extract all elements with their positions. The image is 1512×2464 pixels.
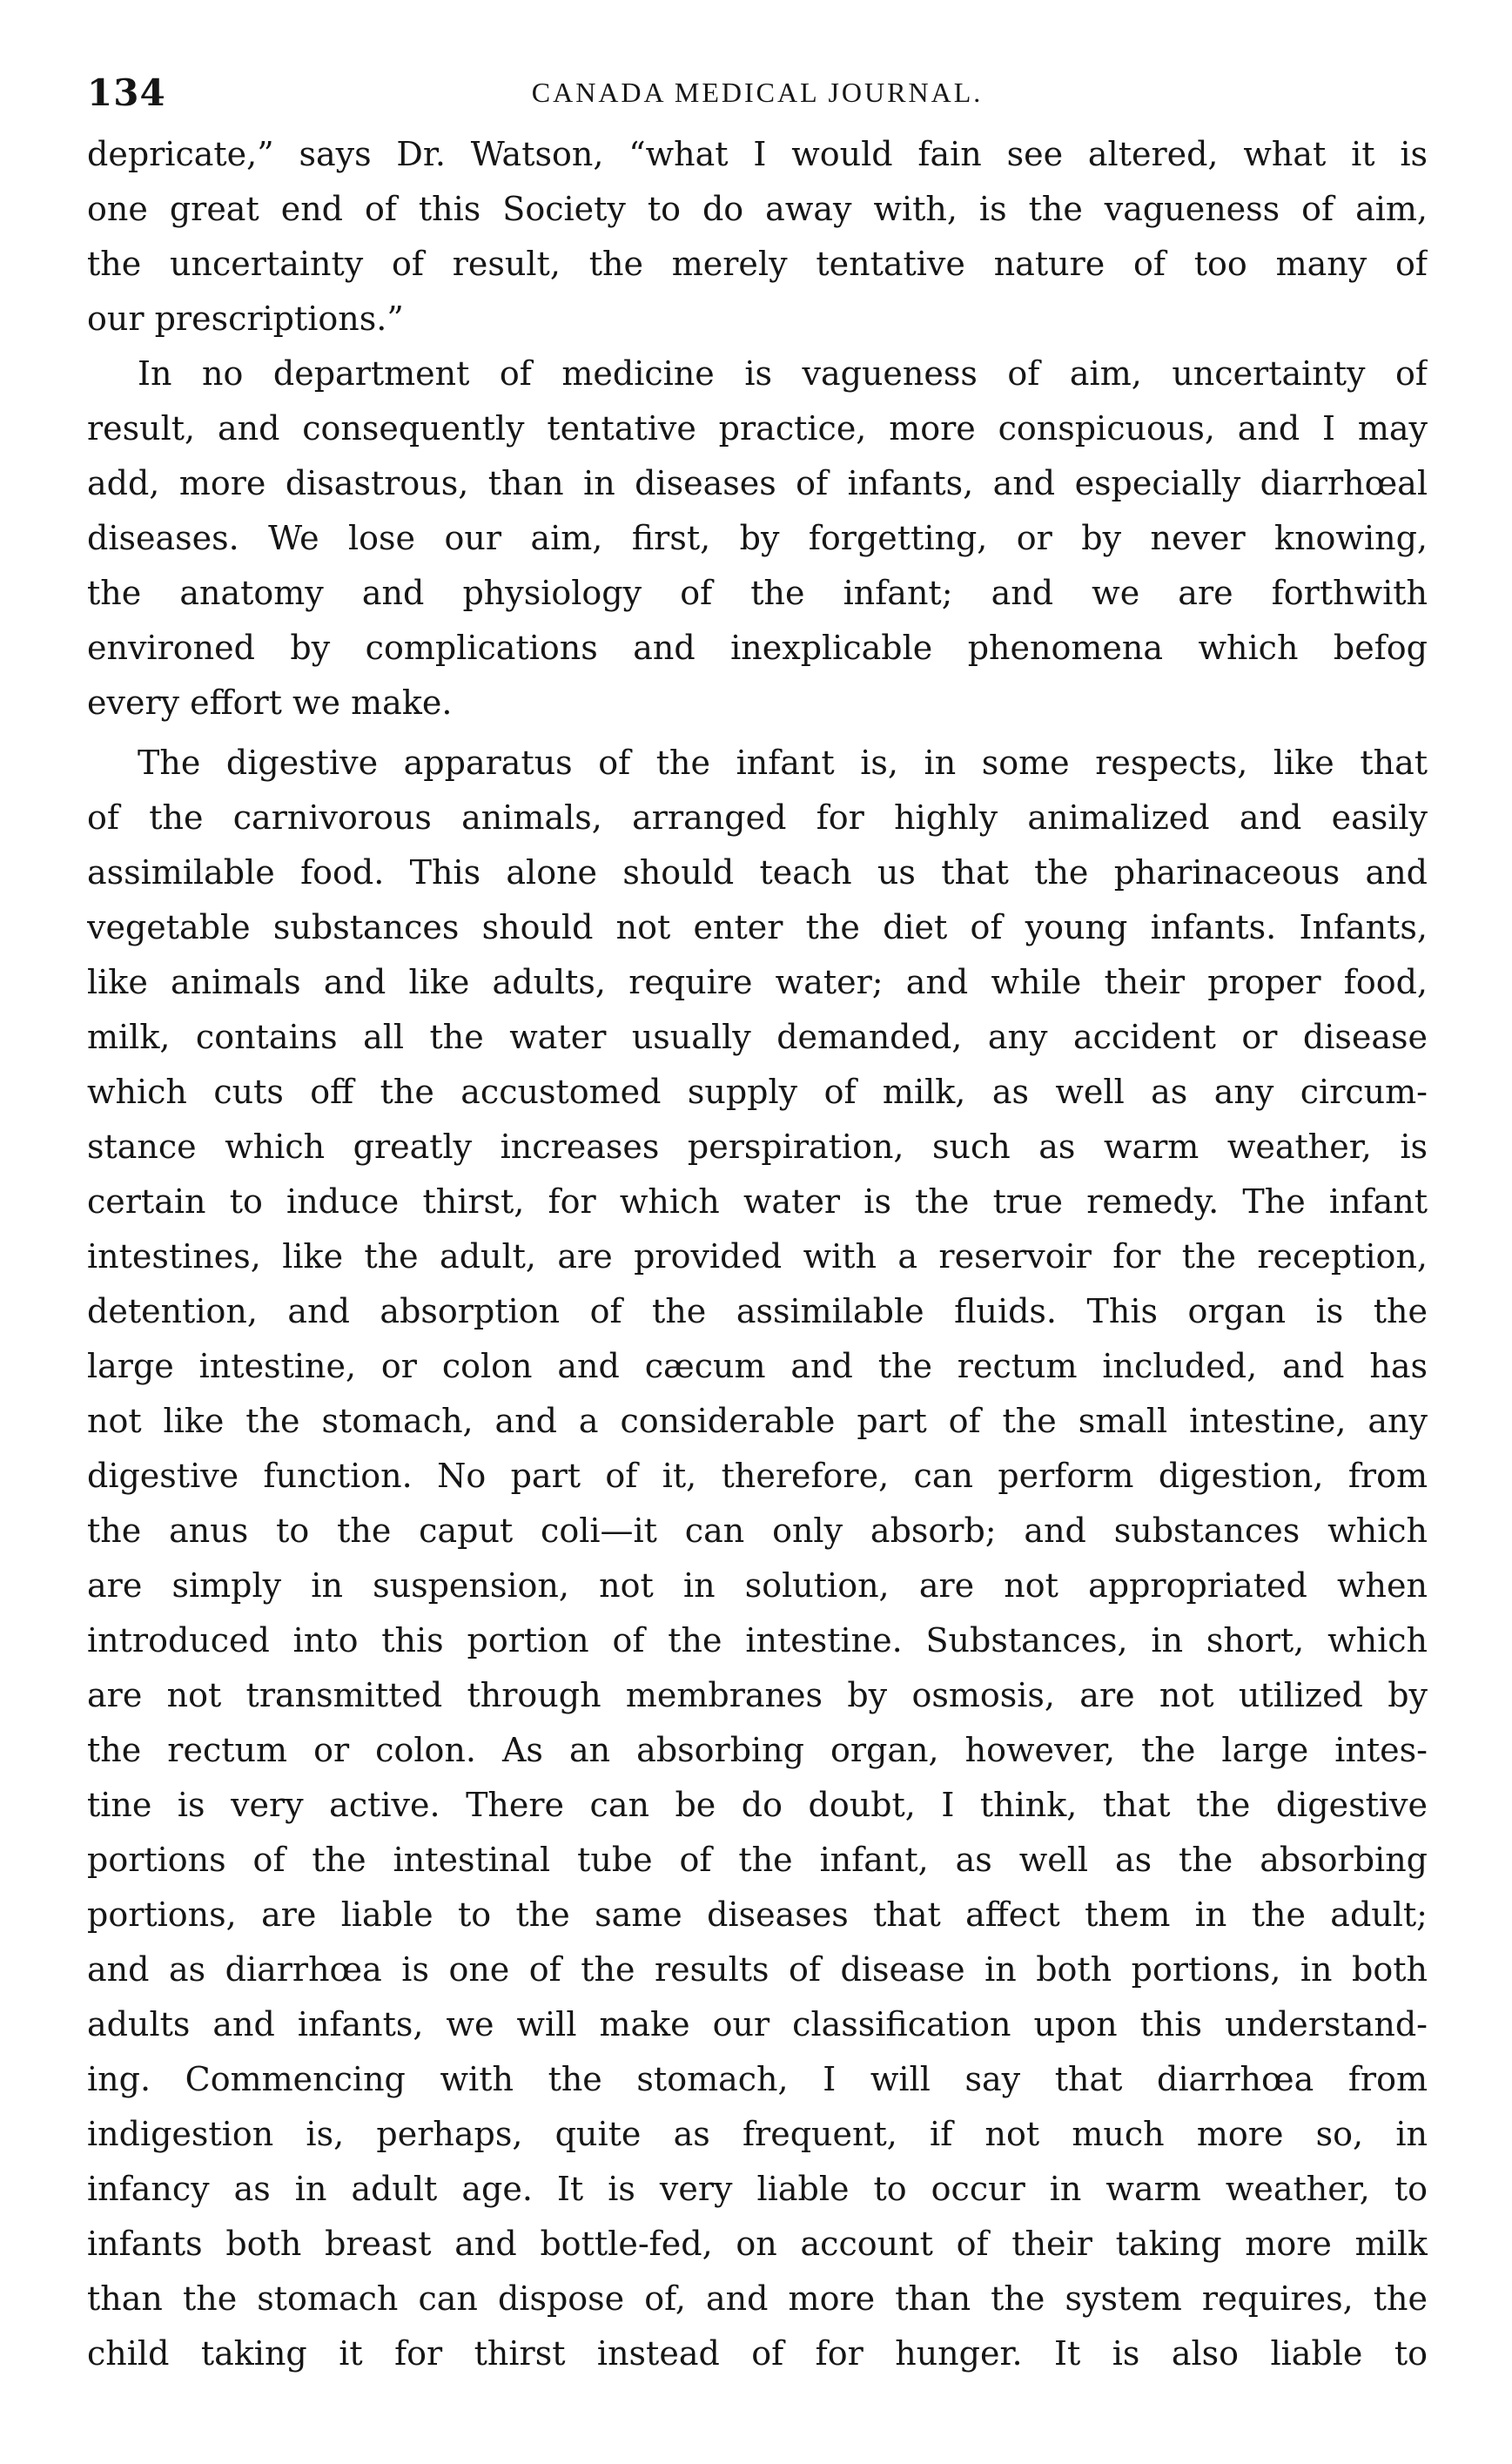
- text-line: In no department of medicine is vagueness of aim, uncertainty of: [138, 354, 1428, 393]
- text-line: portions, are liable to the same diseases that affect them in the adult;: [87, 1895, 1428, 1934]
- text-line: indigestion is, perhaps, quite as frequent, if not much more so, in: [87, 2115, 1428, 2153]
- text-line: intestines, like the adult, are provided with a reservoir for the reception,: [87, 1237, 1428, 1276]
- text-line: depricate,” says Dr. Watson, “what I would fain see altered, what it is: [87, 135, 1428, 173]
- text-line: not like the stomach, and a considerable part of the small intestine, any: [87, 1402, 1428, 1440]
- body-text: [87, 127, 1428, 2381]
- text-line: and as diarrhœa is one of the results of disease in both portions, in both: [87, 1950, 1428, 1989]
- text-line: child taking it for thirst instead of for hunger. It is also liable to: [87, 2334, 1428, 2373]
- text-line: detention, and absorption of the assimilable fluids. This organ is the: [87, 1292, 1428, 1330]
- text-line: one great end of this Society to do away with, is the vagueness of aim,: [87, 190, 1428, 228]
- text-line: infancy as in adult age. It is very liable to occur in warm weather, to: [87, 2170, 1428, 2208]
- text-line: environed by complications and inexplicable phenomena which befog: [87, 629, 1428, 667]
- text-line: our prescriptions.”: [87, 300, 404, 338]
- text-line: of the carnivorous animals, arranged for highly animalized and easily: [87, 798, 1428, 837]
- running-head: [87, 52, 1428, 122]
- text-line: the uncertainty of result, the merely tentative nature of too many of: [87, 245, 1428, 283]
- text-line: add, more disastrous, than in diseases of infants, and especially diarrhœal: [87, 464, 1428, 502]
- text-line: digestive function. No part of it, therefore, can perform digestion, from: [87, 1457, 1428, 1495]
- page-number: 134: [87, 71, 166, 114]
- text-line: result, and consequently tentative practice, more conspicuous, and I may: [87, 409, 1428, 448]
- text-line: introduced into this portion of the intestine. Substances, in short, which: [87, 1621, 1428, 1659]
- text-line: vegetable substances should not enter the diet of young infants. Infants,: [87, 908, 1428, 946]
- text-line: infants both breast and bottle-fed, on account of their taking more milk: [87, 2225, 1428, 2263]
- text-line: than the stomach can dispose of, and more than the system requires, the: [87, 2279, 1428, 2318]
- text-line: the rectum or colon. As an absorbing organ, however, the large intes-: [87, 1731, 1428, 1769]
- text-line: portions of the intestinal tube of the infant, as well as the absorbing: [87, 1841, 1428, 1879]
- text-line: milk, contains all the water usually demanded, any accident or disease: [87, 1018, 1428, 1056]
- text-line: which cuts off the accustomed supply of milk, as well as any circum-: [87, 1073, 1428, 1111]
- document-page: [87, 52, 1428, 2438]
- text-line: the anus to the caput coli—it can only absorb; and substances which: [87, 1511, 1428, 1550]
- text-line: ing. Commencing with the stomach, I will say that diarrhœa from: [87, 2060, 1428, 2098]
- text-line: are simply in suspension, not in solution, are not appropriated when: [87, 1566, 1428, 1605]
- text-line: diseases. We lose our aim, first, by forgetting, or by never knowing,: [87, 519, 1428, 557]
- text-line: tine is very active. There can be do doubt, I think, that the digestive: [87, 1786, 1428, 1824]
- text-line: large intestine, or colon and cæcum and the rectum included, and has: [87, 1347, 1428, 1385]
- text-line: like animals and like adults, require water; and while their proper food,: [87, 963, 1428, 1001]
- text-line: stance which greatly increases perspiration, such as warm weather, is: [87, 1128, 1428, 1166]
- text-line: are not transmitted through membranes by osmosis, are not utilized by: [87, 1676, 1428, 1714]
- text-line: The digestive apparatus of the infant is, in some respects, like that: [138, 744, 1428, 782]
- journal-title: CANADA MEDICAL JOURNAL.: [531, 77, 984, 108]
- text-line: certain to induce thirst, for which water is the true remedy. The infant: [87, 1182, 1428, 1221]
- text-line: the anatomy and physiology of the infant; and we are forthwith: [87, 574, 1428, 612]
- text-line: assimilable food. This alone should teach us that the pharinaceous and: [87, 853, 1428, 892]
- text-line: every effort we make.: [87, 683, 453, 722]
- text-line: adults and infants, we will make our classification upon this understand-: [87, 2005, 1428, 2043]
